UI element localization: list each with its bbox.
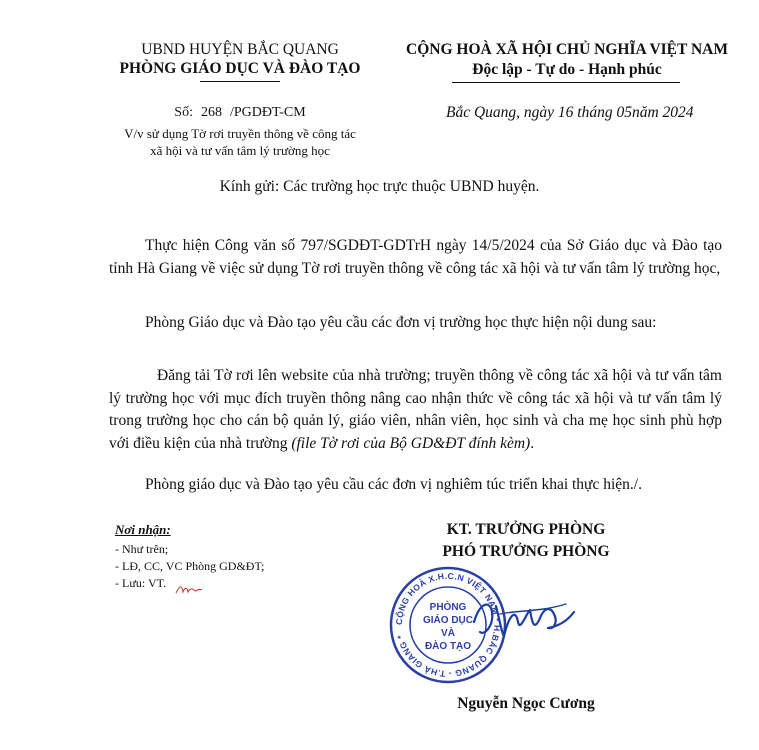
number-prefix: Số: xyxy=(174,105,193,120)
paragraph-text: Thực hiện Công văn số 797/SGDĐT-GDTrH ngày 14/5/2024 của Sở Giáo dục và Đào tạo tỉnh Hà Giang về việc sử dụng Tờ rơi truyền thông về công tác xã hội và tư vấn tâm lý trường học, xyxy=(109,237,722,277)
paragraph-text: Phòng Giáo dục và Đào tạo yêu cầu các đơn vị trường học thực hiện nội dung sau: xyxy=(145,314,657,331)
salutation: Kính gửi: Các trường học trực thuộc UBND huyện. xyxy=(219,178,540,195)
recipient-item: - Như trên; xyxy=(115,542,169,556)
stamp-ring-text: CỘNG HOÀ X.H.C.N VIỆT NAM * H.BẮC QUANG - T.HÀ GIANG * xyxy=(393,570,503,680)
body-paragraph-2 xyxy=(109,312,722,335)
body-paragraph-1 xyxy=(109,235,722,280)
stamp-center-2: GIÁO DỤC xyxy=(423,615,473,626)
subject-line-1: V/v sử dụng Tờ rơi truyền thông về công tác xyxy=(124,126,356,141)
body-paragraph-3 xyxy=(109,365,722,455)
paragraph-text: Đăng tải Tờ rơi lên website của nhà trường; truyền thông về công tác xã hội và tư vấn tâm lý trường học với mục đích truyền thông nâng cao nhận thức về công tác xã hội và tư vấn tâm lý trong trường học cho cán bộ quản lý, giáo viên, nhân viên, học sinh và cha mẹ học sinh phù hợp với điều kiện của nhà trường xyxy=(109,367,722,452)
org-line-1: UBND HUYỆN BẮC QUANG xyxy=(141,41,339,58)
nation-motto: Độc lập - Tự do - Hạnh phúc xyxy=(472,61,662,78)
paragraph-end: . xyxy=(530,434,535,452)
handwritten-signature xyxy=(470,592,580,644)
recipient-item: - LĐ, CC, VC Phòng GD&ĐT; xyxy=(115,559,265,573)
recipients-title: Nơi nhận: xyxy=(115,522,171,537)
document-number xyxy=(108,105,372,121)
nation-line-1: CỘNG HOÀ XÃ HỘI CHỦ NGHĨA VIỆT NAM xyxy=(406,41,728,58)
recipient-item: - Lưu: VT. xyxy=(115,576,167,590)
org-underline xyxy=(200,81,280,82)
stamp-center-3: VÀ xyxy=(441,628,455,639)
stamp-center-4: ĐÀO TẠO xyxy=(424,641,472,652)
org-line-2: PHÒNG GIÁO DỤC VÀ ĐÀO TẠO xyxy=(119,60,361,77)
signer-title-1: KT. TRƯỞNG PHÒNG xyxy=(446,521,606,538)
body-paragraph-4 xyxy=(109,474,722,497)
number-value: 268 xyxy=(200,105,222,120)
signer-name: Nguyễn Ngọc Cương xyxy=(457,695,595,712)
paragraph-text: Phòng giáo dục và Đào tạo yêu cầu các đơn vị nghiêm túc triển khai thực hiện./. xyxy=(145,476,642,493)
signer-title-2: PHÓ TRƯỞNG PHÒNG xyxy=(442,543,610,560)
attachment-note: (file Tờ rơi của Bộ GD&ĐT đính kèm) xyxy=(291,434,531,452)
number-suffix: /PGDĐT-CM xyxy=(229,105,306,120)
subject-line-2: xã hội và tư vấn tâm lý trường học xyxy=(150,143,330,158)
stamp-center-1: PHÒNG xyxy=(429,602,467,613)
initial-mark xyxy=(174,581,204,597)
place-date: Bắc Quang, ngày 16 tháng 05năm 2024 xyxy=(446,104,694,121)
motto-underline xyxy=(452,82,680,83)
